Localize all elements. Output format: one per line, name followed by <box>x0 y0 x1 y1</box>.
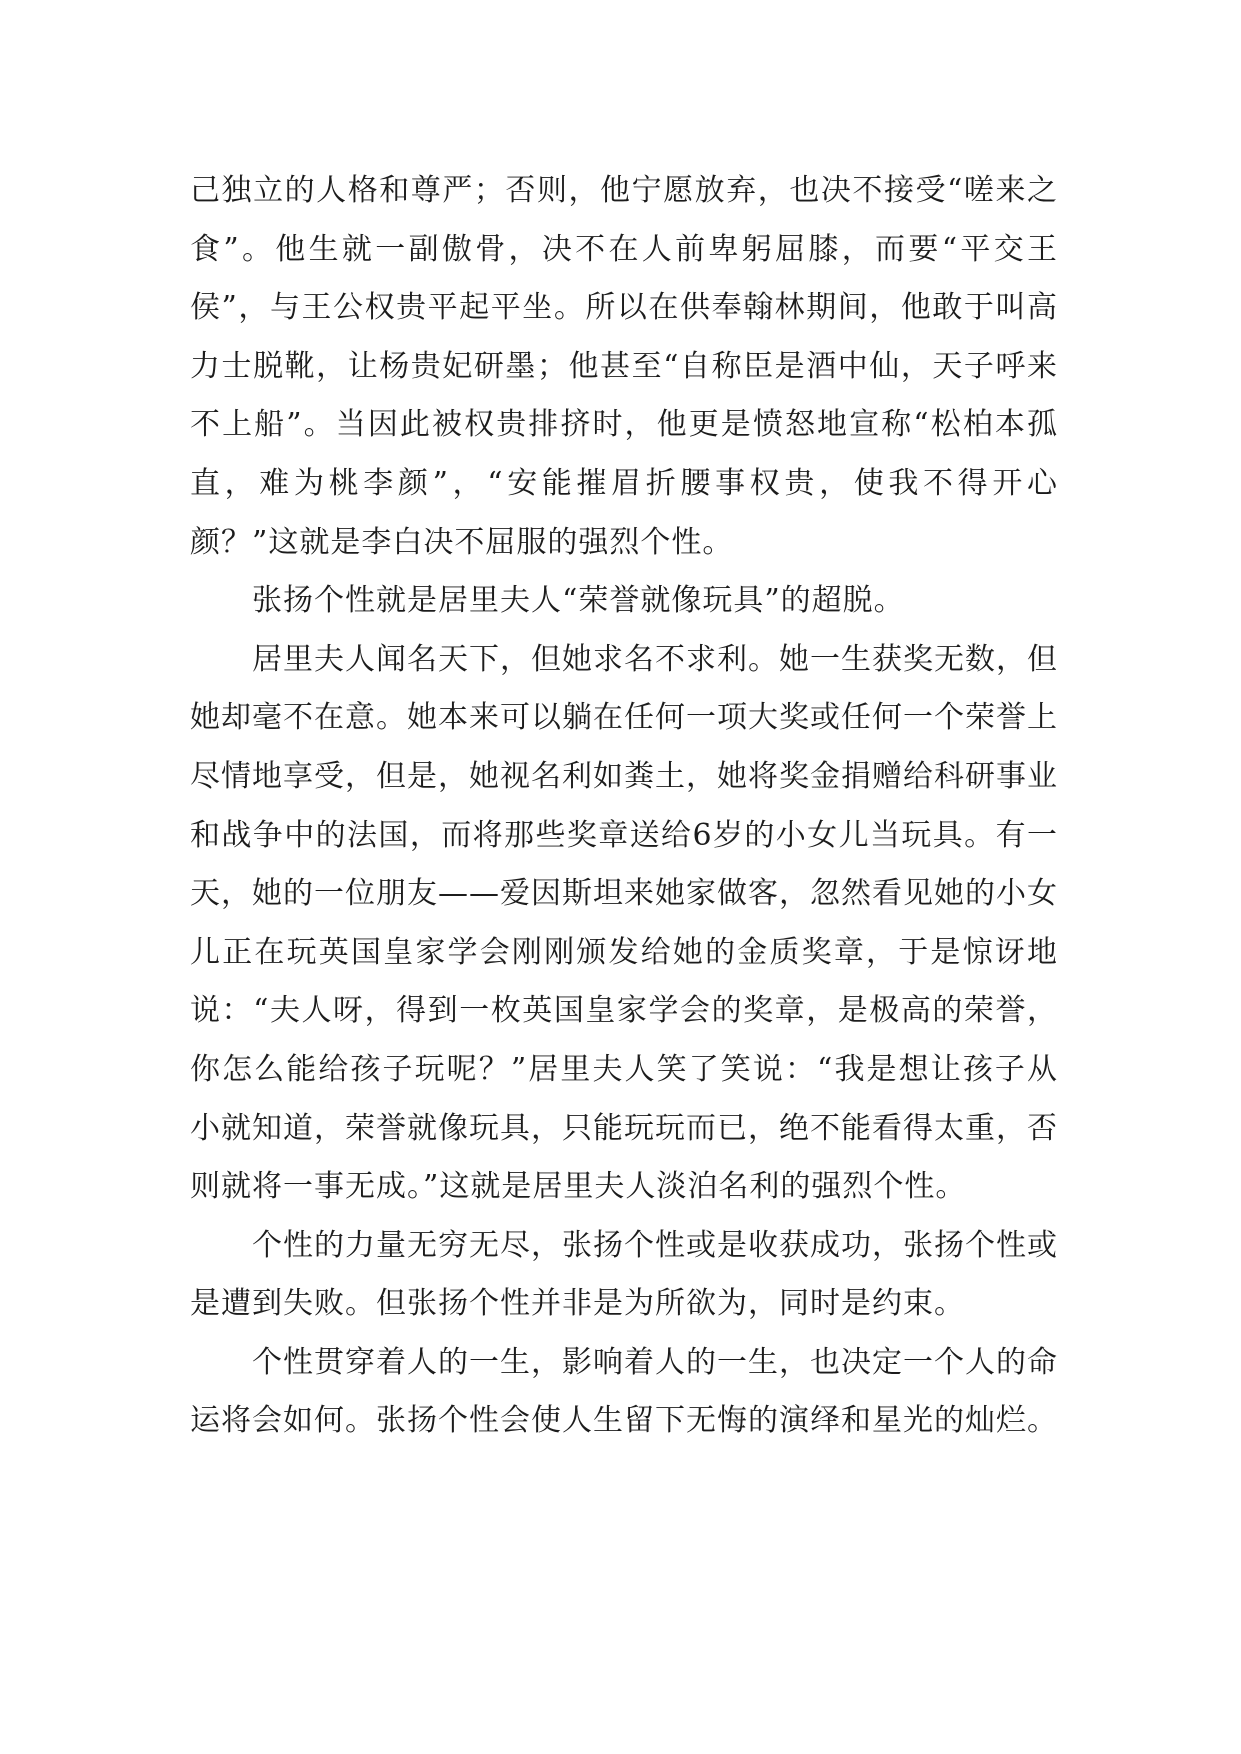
document-body <box>190 162 1058 1451</box>
paragraph-power-of-personality: 个性的力量无穷无尽，张扬个性或是收获成功，张扬个性或是遭到失败。但张扬个性并非是为所欲为，同时是约束。 <box>190 1227 1058 1322</box>
paragraph-curie-story: 居里夫人闻名天下，但她求名不求利。她一生获奖无数，但她却毫不在意。她本来可以躺在任何一项大奖或任何一个荣誉上尽情地享受，但是，她视名利如粪土，她将奖金捐赠给科研事业和战争中的法国，而将那些奖章送给6岁的小女儿当玩具。有一天，她的一位朋友——爱因斯坦来她家做客，忽然看见她的小女儿正在玩英国皇家学会刚刚颁发给她的金质奖章，于是惊讶地说：“夫人呀，得到一枚英国皇家学会的奖章，是极高的荣誉，你怎么能给孩子玩呢？”居里夫人笑了笑说：“我是想让孩子从小就知道，荣誉就像玩具，只能玩玩而已，绝不能看得太重，否则就将一事无成。”这就是居里夫人淡泊名利的强烈个性。 <box>190 641 1058 1205</box>
paragraph-thesis-curie: 张扬个性就是居里夫人“荣誉就像玩具”的超脱。 <box>252 583 905 619</box>
paragraph-conclusion: 个性贯穿着人的一生，影响着人的一生，也决定一个人的命运将会如何。张扬个性会使人生留下无悔的演绎和星光的灿烂。 <box>190 1344 1058 1439</box>
paragraph-continued: 己独立的人格和尊严；否则，他宁愿放弃，也决不接受“嗟来之食”。他生就一副傲骨，决不在人前卑躬屈膝，而要“平交王侯”，与王公权贵平起平坐。所以在供奉翰林期间，他敢于叫高力士脱靴，让杨贵妃研墨；他甚至“自称臣是酒中仙，天子呼来不上船”。当因此被权贵排挤时，他更是愤怒地宣称“松柏本孤直，难为桃李颜”，“安能摧眉折腰事权贵，使我不得开心颜？”这就是李白决不屈服的强烈个性。 <box>190 173 1058 560</box>
